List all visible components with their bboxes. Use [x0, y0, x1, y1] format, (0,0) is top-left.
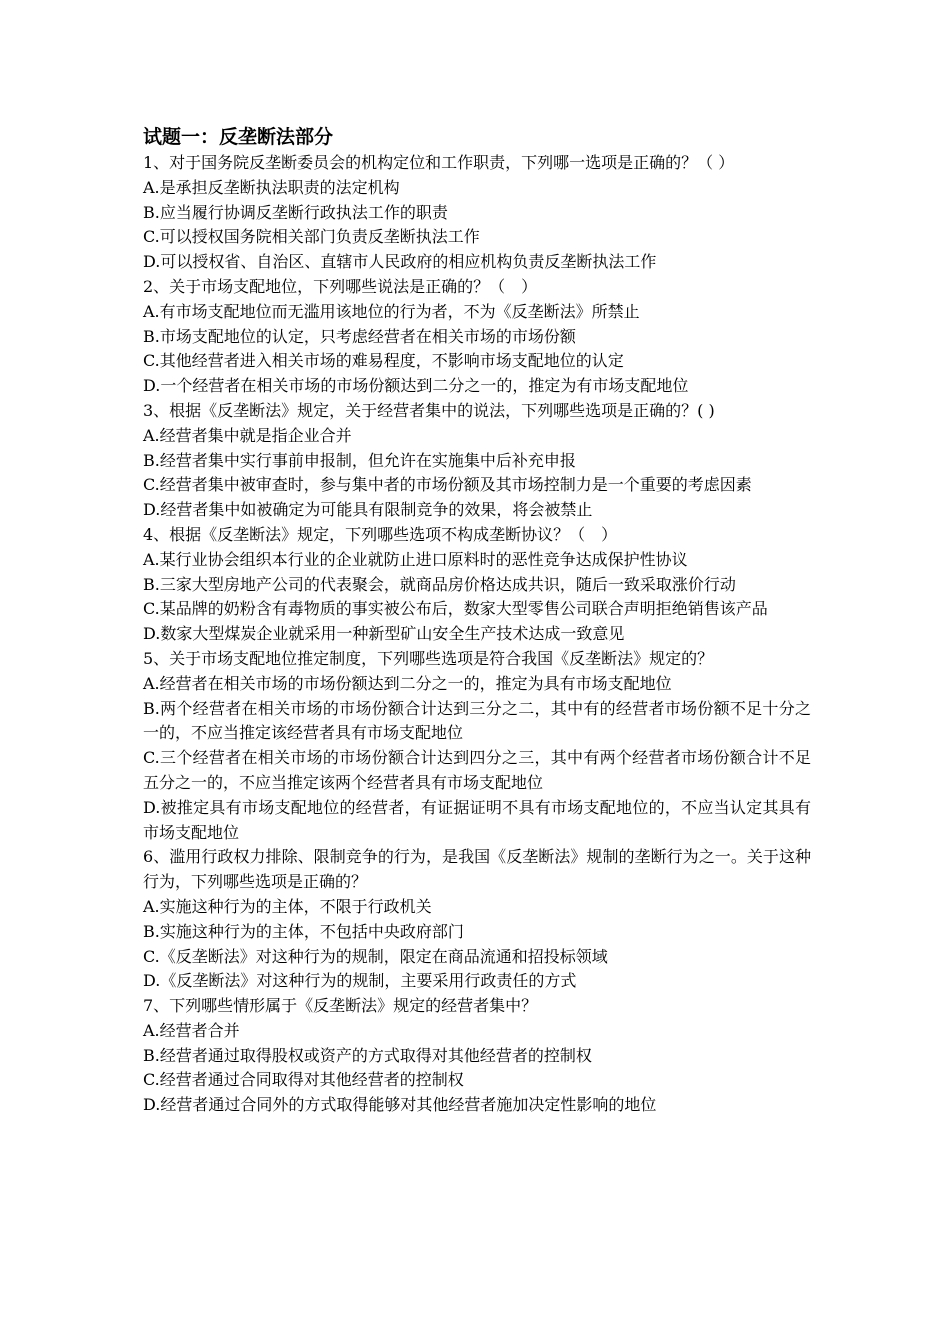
option-line: A.经营者集中就是指企业合并 [143, 425, 352, 445]
option-line: C.可以授权国务院相关部门负责反垄断执法工作 [143, 227, 480, 247]
document-page [143, 123, 811, 1118]
question-line: 3、根据《反垄断法》规定，关于经营者集中的说法，下列哪些选项是正确的？( ) [143, 400, 715, 420]
option-line: B.三家大型房地产公司的代表聚会，就商品房价格达成共识，随后一致采取涨价行动 [143, 574, 736, 594]
option-line: C.某品牌的奶粉含有毒物质的事实被公布后，数家大型零售公司联合声明拒绝销售该产品 [143, 599, 768, 619]
option-line: C.经营者通过合同取得对其他经营者的控制权 [143, 1070, 464, 1090]
text-line: 1、对于国务院反垄断委员会的机构定位和工作职责，下列哪一选项是正确的？（ ） [143, 153, 735, 172]
option-line: B.两个经营者在相关市场的市场份额合计达到三分之二，其中有的经营者市场份额不足十分之一的，不应当推定该经营者具有市场支配地位 [143, 698, 811, 743]
document-body [143, 151, 811, 1118]
option-line: D.可以授权省、自治区、直辖市人民政府的相应机构负责反垄断执法工作 [143, 252, 657, 272]
option-line: A.实施这种行为的主体，不限于行政机关 [143, 896, 432, 916]
option-line: D.数家大型煤炭企业就采用一种新型矿山安全生产技术达成一致意见 [143, 624, 625, 644]
option-line: A.经营者合并 [143, 1020, 240, 1040]
option-line: A.某行业协会组织本行业的企业就防止进口原料时的恶性竞争达成保护性协议 [143, 549, 688, 569]
option-line: A.经营者在相关市场的市场份额达到二分之一的，推定为具有市场支配地位 [143, 673, 672, 693]
option-line: A.有市场支配地位而无滥用该地位的行为者，不为《反垄断法》所禁止 [143, 301, 640, 321]
document-title: 试题一：反垄断法部分 [143, 126, 334, 148]
question-line: 5、关于市场支配地位推定制度，下列哪些选项是符合我国《反垄断法》规定的？ [143, 648, 714, 668]
option-line: C.其他经营者进入相关市场的难易程度，不影响市场支配地位的认定 [143, 351, 624, 371]
option-line: B.市场支配地位的认定，只考虑经营者在相关市场的市场份额 [143, 326, 576, 346]
question-line: 6、滥用行政权力排除、限制竞争的行为，是我国《反垄断法》规制的垄断行为之一。关于这种行为，下列哪些选项是正确的？ [143, 847, 811, 892]
option-line: B.经营者集中实行事前申报制，但允许在实施集中后补充申报 [143, 450, 576, 470]
option-line: B.经营者通过取得股权或资产的方式取得对其他经营者的控制权 [143, 1045, 592, 1065]
option-line: C.三个经营者在相关市场的市场份额合计达到四分之三，其中有两个经营者市场份额合计不足五分之一的，不应当推定该两个经营者具有市场支配地位 [143, 748, 811, 792]
option-line: C.经营者集中被审查时，参与集中者的市场份额及其市场控制力是一个重要的考虑因素 [143, 475, 752, 495]
option-line: D.被推定具有市场支配地位的经营者，有证据证明不具有市场支配地位的，不应当认定其具有市场支配地位 [143, 797, 811, 842]
option-line: D.经营者集中如被确定为可能具有限制竞争的效果，将会被禁止 [143, 500, 593, 520]
option-line: B.应当履行协调反垄断行政执法工作的职责 [143, 202, 448, 222]
question-line: 4、根据《反垄断法》规定，下列哪些选项不构成垄断协议？（ ） [143, 524, 618, 544]
question-line: 7、下列哪些情形属于《反垄断法》规定的经营者集中？ [143, 996, 538, 1016]
option-line: A.是承担反垄断执法职责的法定机构 [143, 177, 400, 197]
option-line: D.经营者通过合同外的方式取得能够对其他经营者施加决定性影响的地位 [143, 1095, 657, 1115]
option-line: C.《反垄断法》对这种行为的规制，限定在商品流通和招投标领域 [143, 946, 608, 966]
option-line: D.《反垄断法》对这种行为的规制，主要采用行政责任的方式 [143, 971, 577, 991]
option-line: D.一个经营者在相关市场的市场份额达到二分之一的，推定为有市场支配地位 [143, 376, 689, 396]
option-line: B.实施这种行为的主体，不包括中央政府部门 [143, 921, 464, 941]
question-line: 2、关于市场支配地位，下列哪些说法是正确的？（ ） [143, 276, 538, 296]
